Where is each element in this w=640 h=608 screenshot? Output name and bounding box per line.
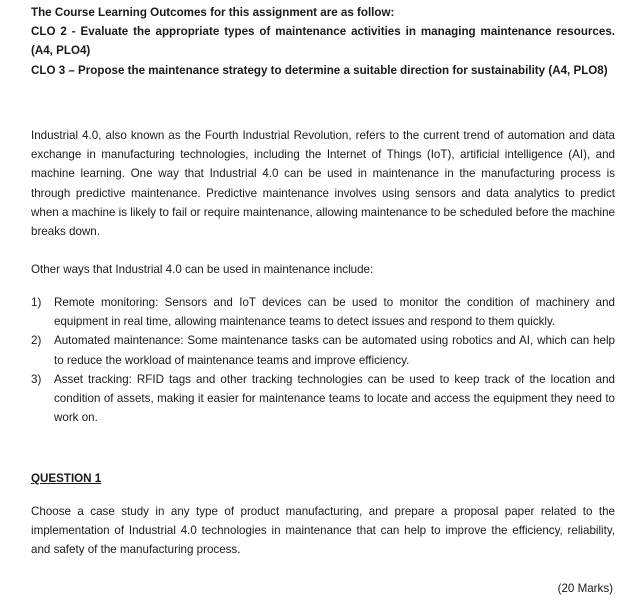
intro-paragraph: Industrial 4.0, also known as the Fourth Industrial Revolution, refers to the current trend of automation and data exchange in manufacturing technologies, including the Internet of Things (IoT), artificial intelligence (AI), and machine learning. One way that Industrial 4.0 can be used in maintenance in the manufacturing process is through predictive maintenance. Predictive maintenance involves using sensors and data analytics to predict when a machine is likely to fail or require maintenance, allowing maintenance to be scheduled before the machine breaks down.: [31, 129, 615, 239]
clo-3: CLO 3 – Propose the maintenance strategy to determine a suitable direction for sustainability (A4, PLO8): [31, 63, 608, 77]
list-item: [31, 331, 615, 369]
list-item: [31, 370, 615, 428]
clo-section: [31, 3, 615, 80]
question-text: Choose a case study in any type of product manufacturing, and prepare a proposal paper related to the implementation of Industrial 4.0 technologies in maintenance that can help to improve the efficiency, reliability, and safety of the manufacturing process.: [31, 505, 615, 557]
list-item-number: 3): [31, 372, 42, 386]
list-item-text: Asset tracking: RFID tags and other tracking technologies can be used to keep track of the location and condition of assets, making it easier for maintenance teams to locate and access the equipment they need to work on.: [54, 372, 615, 425]
other-ways-heading: Other ways that Industrial 4.0 can be used in maintenance include:: [31, 263, 374, 276]
list-item: [31, 293, 615, 331]
marks-label: (20 Marks): [557, 582, 613, 595]
list-item-text: Remote monitoring: Sensors and IoT devices can be used to monitor the condition of machinery and equipment in real time, allowing maintenance teams to detect issues and respond to them quickly.: [54, 296, 615, 329]
clo-2: CLO 2 - Evaluate the appropriate types of maintenance activities in managing maintenance resources. (A4, PLO4): [31, 25, 615, 58]
question-heading: QUESTION 1: [31, 472, 102, 485]
list-item-number: 1): [31, 296, 42, 309]
list-item-number: 2): [31, 334, 42, 348]
maintenance-list: [31, 293, 615, 427]
list-item-text: Automated maintenance: Some maintenance tasks can be automated using robotics and AI, which can help to reduce the workload of maintenance teams and improve efficiency.: [54, 334, 615, 367]
clo-intro: The Course Learning Outcomes for this assignment are as follow:: [31, 6, 395, 19]
